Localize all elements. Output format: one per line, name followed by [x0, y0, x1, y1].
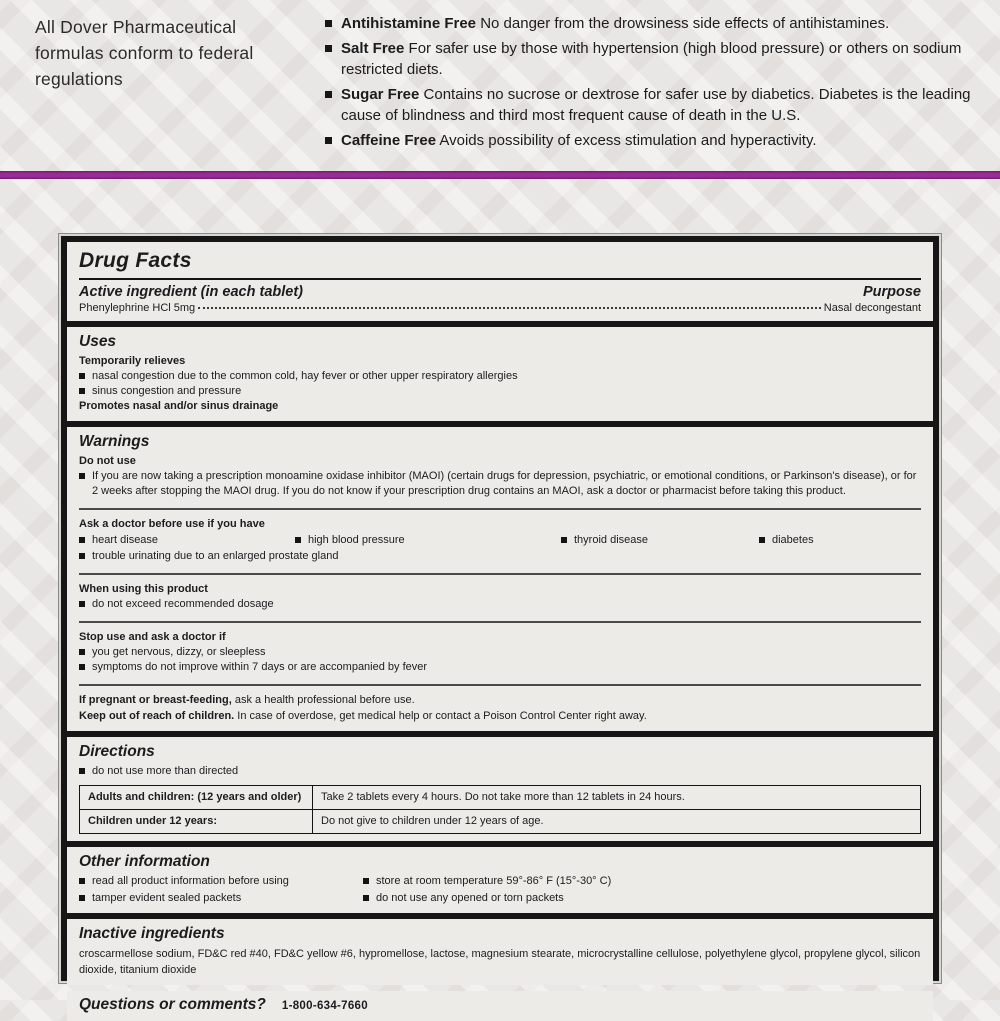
benefit-item [325, 13, 992, 35]
square-bullet-icon [79, 473, 85, 479]
condition-item: high blood pressure [295, 533, 561, 548]
section-warnings [67, 427, 933, 731]
square-bullet-icon [325, 137, 332, 144]
benefit-desc: No danger from the drowsiness side effects of antihistamines. [476, 15, 890, 32]
benefit-title: Antihistamine Free [341, 15, 477, 32]
square-bullet-icon [325, 45, 332, 52]
benefit-desc: For safer use by those with hypertension (high blood pressure) or others on sodium restricted diets. [341, 39, 962, 78]
benefit-text [341, 130, 817, 152]
when-using-label: When using this product [79, 583, 208, 595]
directions-bullet: do not use more than directed [79, 764, 921, 779]
other-info-item: read all product information before using [79, 874, 363, 889]
square-bullet-icon [79, 768, 85, 774]
warnings-heading: Warnings [79, 433, 150, 450]
section-questions [67, 991, 933, 1021]
section-inactive-ingredients [67, 919, 933, 985]
active-ingredient-heading: Active ingredient (in each tablet) [79, 284, 303, 300]
dosage-row-dose: Do not give to children under 12 years of age. [312, 809, 920, 833]
condition-list [79, 533, 921, 548]
dosage-row-who: Adults and children: (12 years and older) [88, 791, 302, 803]
condition-extra: trouble urinating due to an enlarged prostate gland [79, 549, 921, 564]
square-bullet-icon [79, 537, 85, 543]
active-ingredient-purpose: Nasal decongestant [823, 302, 921, 314]
do-not-use-label: Do not use [79, 455, 136, 467]
square-bullet-icon [79, 601, 85, 607]
square-bullet-icon [79, 664, 85, 670]
square-bullet-icon [325, 20, 332, 27]
uses-footer: Promotes nasal and/or sinus drainage [79, 400, 279, 412]
keep-out-warning: Keep out of reach of children. In case of overdose, get medical help or contact a Poison Control Center right away. [79, 709, 647, 722]
other-info-list [79, 874, 921, 906]
square-bullet-icon [79, 649, 85, 655]
section-directions [67, 737, 933, 841]
square-bullet-icon [561, 537, 567, 543]
drug-facts-title: Drug Facts [79, 249, 192, 272]
square-bullet-icon [325, 91, 332, 98]
dosage-table [79, 785, 921, 834]
benefit-text [341, 38, 992, 81]
square-bullet-icon [295, 537, 301, 543]
benefit-text [341, 13, 889, 35]
pregnancy-warning: If pregnant or breast-feeding, ask a health professional before use. [79, 694, 415, 706]
section-uses [67, 327, 933, 421]
drug-facts-panel [58, 233, 942, 1013]
questions-heading: Questions or comments? [79, 996, 266, 1013]
other-info-item: store at room temperature 59°-86° F (15°-30° C) [363, 874, 921, 889]
uses-intro: Temporarily relieves [79, 355, 186, 367]
benefit-desc: Contains no sucrose or dextrose for safer use by diabetics. Diabetes is the leading cause of blindness and third most frequent cause of death in the U.S. [341, 85, 971, 124]
benefit-desc: Avoids possibility of excess stimulation and hyperactivity. [436, 131, 817, 149]
inactive-heading: Inactive ingredients [79, 925, 225, 942]
square-bullet-icon [79, 388, 85, 394]
square-bullet-icon [363, 878, 369, 884]
active-ingredient-name: Phenylephrine HCl 5mg [79, 302, 196, 314]
other-info-item: do not use any opened or torn packets [363, 891, 921, 906]
purpose-heading: Purpose [862, 284, 921, 300]
benefit-title: Caffeine Free [341, 131, 437, 149]
benefit-text [341, 84, 992, 127]
inactive-list: croscarmellose sodium, FD&C red #40, FD&C yellow #6, hypromellose, lactose, magnesium stearate, microcrystalline cellulose, polyethylene glycol, propylene glycol, silicon dioxide, titanium dioxide [79, 948, 921, 976]
warnings-divider [79, 621, 921, 623]
benefit-list [325, 13, 992, 154]
ask-doctor-label: Ask a doctor before use if you have [79, 518, 265, 530]
condition-item: heart disease [79, 533, 295, 548]
title-rule [79, 278, 921, 280]
benefit-title: Sugar Free [341, 85, 420, 103]
uses-bullet: nasal congestion due to the common cold, hay fever or other upper respiratory allergies [79, 369, 921, 384]
section-header [67, 242, 933, 321]
square-bullet-icon [363, 895, 369, 901]
other-info-item: tamper evident sealed packets [79, 891, 363, 906]
dosage-row-dose: Take 2 tablets every 4 hours. Do not take more than 12 tablets in 24 hours. [312, 786, 920, 809]
condition-item: thyroid disease [561, 533, 759, 548]
stop-use-bullet: symptoms do not improve within 7 days or are accompanied by fever [79, 660, 921, 675]
benefit-item [325, 38, 992, 81]
warnings-divider [79, 508, 921, 510]
questions-phone: 1-800-634-7660 [281, 1000, 368, 1012]
other-info-heading: Other information [79, 853, 210, 870]
brand-tagline: All Dover Pharmaceutical formulas conform to federal regulations [35, 17, 254, 89]
warnings-divider [79, 573, 921, 575]
stop-use-bullet: you get nervous, dizzy, or sleepless [79, 645, 921, 660]
do-not-use-bullet: If you are now taking a prescription monoamine oxidase inhibitor (MAOI) (certain drugs for depression, psychiatric, or emotional conditions, or Parkinson's disease), or for 2 weeks after stopping the MAOI drug. If you do not know if your prescription drug contains an MAOI, ask a doctor or pharmacist before taking this product. [79, 469, 921, 499]
square-bullet-icon [79, 878, 85, 884]
dosage-row-who: Children under 12 years: [80, 809, 312, 833]
square-bullet-icon [79, 895, 85, 901]
benefit-title: Salt Free [341, 39, 405, 57]
uses-heading: Uses [79, 333, 117, 350]
accent-divider-bar [0, 171, 1000, 179]
warnings-divider [79, 684, 921, 686]
drug-facts-panel-frame [61, 236, 939, 1013]
section-other-information [67, 847, 933, 913]
uses-bullet: sinus congestion and pressure [79, 384, 921, 399]
directions-heading: Directions [79, 743, 155, 760]
stop-use-label: Stop use and ask a doctor if [79, 631, 226, 643]
square-bullet-icon [79, 373, 85, 379]
when-using-bullet: do not exceed recommended dosage [79, 597, 921, 612]
dotted-leader [198, 307, 821, 309]
condition-item: diabetes [759, 533, 921, 548]
benefit-item [325, 130, 992, 152]
square-bullet-icon [759, 537, 765, 543]
square-bullet-icon [79, 553, 85, 559]
benefit-item [325, 84, 992, 127]
